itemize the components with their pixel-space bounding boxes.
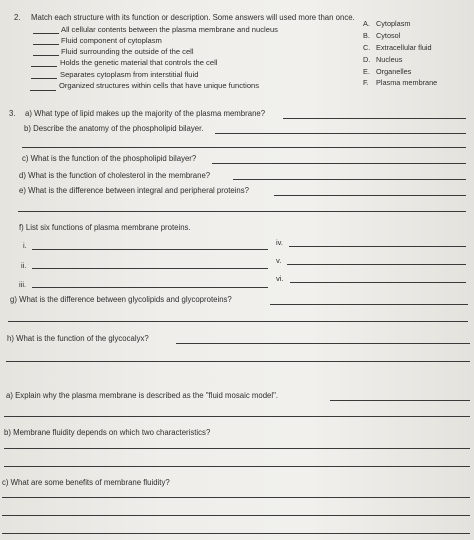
match-item-5: Separates cytoplasm from interstitial fluid [60,70,199,79]
question-2-number: 2. [14,13,21,22]
answer-line-4c-1[interactable] [2,497,470,498]
numeral-iv: iv. [276,238,284,247]
question-2-instruction: Match each structure with its function or description. Some answers will used more than once. [31,13,355,22]
answer-line-4c-2[interactable] [2,515,470,516]
numeral-iii: iii. [19,280,27,289]
question-3f: f) List six functions of plasma membrane proteins. [19,223,191,232]
answer-blank-6[interactable] [30,90,56,91]
question-3c: c) What is the function of the phospholipid bilayer? [22,154,197,163]
numeral-v: v. [276,256,282,265]
answer-line-3d[interactable] [233,179,466,180]
answer-blank-3[interactable] [33,55,59,56]
option-letter-a: A. [363,19,370,28]
answer-blank-5[interactable] [31,78,57,79]
option-text-e: Organelles [376,67,412,76]
option-text-c: Extracellular fluid [376,43,432,52]
match-item-6: Organized structures within cells that have unique functions [59,81,260,90]
question-3b: b) Describe the anatomy of the phospholipid bilayer. [24,124,204,133]
answer-blank-2[interactable] [33,44,59,45]
option-letter-f: F. [363,78,369,87]
option-letter-d: D. [363,55,371,64]
question-3h: h) What is the function of the glycocalyx? [7,334,149,343]
answer-line-3g-1[interactable] [270,304,468,305]
answer-line-f-i[interactable] [32,249,268,250]
question-3-number: 3. [9,109,16,118]
question-3g: g) What is the difference between glycolipids and glycoproteins? [10,295,232,304]
match-item-2: Fluid component of cytoplasm [61,36,162,45]
answer-line-f-v[interactable] [287,264,466,265]
option-letter-e: E. [363,67,370,76]
question-3e: e) What is the difference between integral and peripheral proteins? [19,186,250,195]
option-letter-b: B. [363,31,370,40]
option-text-f: Plasma membrane [376,78,438,87]
numeral-vi: vi. [276,274,284,283]
answer-line-3c[interactable] [212,163,466,164]
answer-line-4b-2[interactable] [4,466,470,467]
answer-line-3e-1[interactable] [274,195,466,196]
answer-line-f-ii[interactable] [32,268,268,269]
answer-line-f-iv[interactable] [289,246,466,247]
question-4b: b) Membrane fluidity depends on which two characteristics? [4,428,211,437]
answer-line-3b-2[interactable] [22,147,466,148]
answer-line-3g-2[interactable] [8,321,468,322]
answer-line-4a-2[interactable] [4,416,470,417]
answer-line-3a[interactable] [283,118,466,119]
answer-line-3e-2[interactable] [18,211,466,212]
answer-line-4a-1[interactable] [330,400,470,401]
question-3d: d) What is the function of cholesterol in the membrane? [19,171,211,180]
option-letter-c: C. [363,43,371,52]
answer-blank-4[interactable] [31,66,57,67]
match-item-4: Holds the genetic material that controls the cell [60,58,218,67]
match-item-1: All cellular contents between the plasma membrane and nucleus [61,25,278,34]
answer-line-3b-1[interactable] [215,133,466,134]
answer-line-4b-1[interactable] [4,448,470,449]
question-4a: a) Explain why the plasma membrane is described as the "fluid mosaic model". [6,391,279,400]
answer-line-f-iii[interactable] [32,287,268,288]
option-text-d: Nucleus [376,55,403,64]
answer-line-4c-3[interactable] [2,533,470,534]
answer-line-3h-1[interactable] [176,343,470,344]
question-3a: a) What type of lipid makes up the majority of the plasma membrane? [25,109,266,118]
answer-blank-1[interactable] [33,33,59,34]
answer-line-f-vi[interactable] [290,282,466,283]
answer-line-3h-2[interactable] [6,361,470,362]
numeral-i: i. [23,241,27,250]
numeral-ii: ii. [21,261,27,270]
question-4c: c) What are some benefits of membrane fluidity? [2,478,170,487]
option-text-b: Cytosol [376,31,401,40]
option-text-a: Cytoplasm [376,19,411,28]
match-item-3: Fluid surrounding the outside of the cell [61,47,194,56]
